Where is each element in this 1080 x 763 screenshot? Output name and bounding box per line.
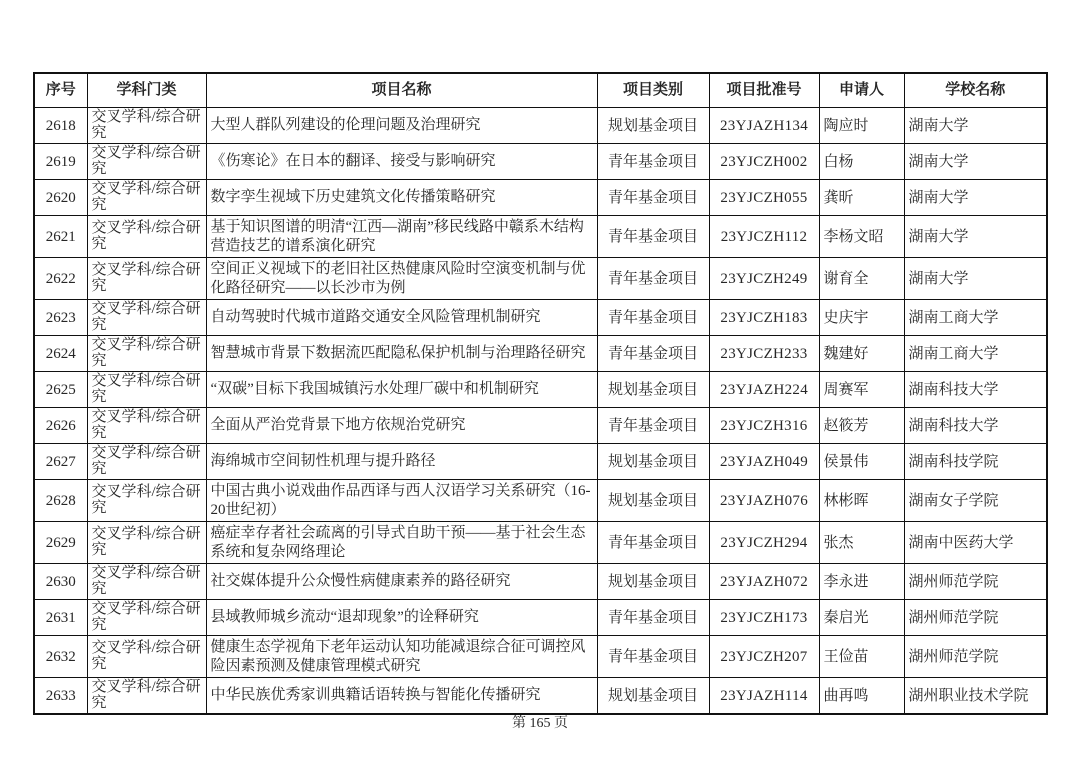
cell-applicant: 曲再鸣 [819,678,904,715]
cell-applicant: 赵筱芳 [819,408,904,444]
column-header-title: 项目名称 [206,73,597,108]
cell-title: 数字孪生视域下历史建筑文化传播策略研究 [206,180,597,216]
cell-discipline: 交叉学科/综合研究 [87,678,206,715]
cell-applicant: 张杰 [819,522,904,564]
cell-school: 湖南科技学院 [904,444,1047,480]
cell-applicant: 李杨文昭 [819,216,904,258]
cell-applicant: 龚昕 [819,180,904,216]
cell-discipline: 交叉学科/综合研究 [87,300,206,336]
cell-category: 规划基金项目 [597,678,709,715]
projects-table-container [33,72,1046,715]
table-row [34,480,1047,522]
cell-school: 湖州职业技术学院 [904,678,1047,715]
cell-no: 2626 [34,408,87,444]
cell-category: 青年基金项目 [597,408,709,444]
cell-discipline: 交叉学科/综合研究 [87,144,206,180]
cell-title: 《伤寒论》在日本的翻译、接受与影响研究 [206,144,597,180]
cell-no: 2619 [34,144,87,180]
cell-discipline: 交叉学科/综合研究 [87,180,206,216]
cell-no: 2621 [34,216,87,258]
cell-discipline: 交叉学科/综合研究 [87,258,206,300]
cell-school: 湖南大学 [904,144,1047,180]
cell-grant_no: 23YJAZH049 [709,444,819,480]
cell-school: 湖南中医药大学 [904,522,1047,564]
column-header-grant_no: 项目批准号 [709,73,819,108]
cell-applicant: 魏建好 [819,336,904,372]
table-header-row [34,73,1047,108]
table-row [34,600,1047,636]
cell-no: 2622 [34,258,87,300]
cell-grant_no: 23YJAZH072 [709,564,819,600]
cell-title: “双碳”目标下我国城镇污水处理厂碳中和机制研究 [206,372,597,408]
cell-discipline: 交叉学科/综合研究 [87,108,206,144]
cell-grant_no: 23YJAZH114 [709,678,819,715]
cell-title: 基于知识图谱的明清“江西—湖南”移民线路中赣系木结构营造技艺的谱系演化研究 [206,216,597,258]
cell-title: 大型人群队列建设的伦理问题及治理研究 [206,108,597,144]
table-row [34,408,1047,444]
cell-no: 2625 [34,372,87,408]
cell-no: 2629 [34,522,87,564]
projects-table [33,72,1048,715]
table-row [34,108,1047,144]
column-header-discipline: 学科门类 [87,73,206,108]
cell-category: 青年基金项目 [597,258,709,300]
table-row [34,564,1047,600]
cell-applicant: 王俭苗 [819,636,904,678]
cell-title: 癌症幸存者社会疏离的引导式自助干预——基于社会生态系统和复杂网络理论 [206,522,597,564]
cell-title: 健康生态学视角下老年运动认知功能减退综合征可调控风险因素预测及健康管理模式研究 [206,636,597,678]
cell-discipline: 交叉学科/综合研究 [87,216,206,258]
cell-school: 湖南女子学院 [904,480,1047,522]
cell-no: 2624 [34,336,87,372]
cell-discipline: 交叉学科/综合研究 [87,372,206,408]
cell-school: 湖南科技大学 [904,372,1047,408]
cell-grant_no: 23YJCZH207 [709,636,819,678]
cell-category: 青年基金项目 [597,180,709,216]
cell-title: 县域教师城乡流动“退却现象”的诠释研究 [206,600,597,636]
table-row [34,444,1047,480]
cell-category: 青年基金项目 [597,636,709,678]
cell-title: 社交媒体提升公众慢性病健康素养的路径研究 [206,564,597,600]
cell-category: 青年基金项目 [597,216,709,258]
cell-grant_no: 23YJCZH294 [709,522,819,564]
table-row [34,144,1047,180]
cell-no: 2618 [34,108,87,144]
cell-grant_no: 23YJCZH249 [709,258,819,300]
cell-title: 自动驾驶时代城市道路交通安全风险管理机制研究 [206,300,597,336]
table-row [34,336,1047,372]
cell-category: 青年基金项目 [597,522,709,564]
cell-title: 空间正义视域下的老旧社区热健康风险时空演变机制与优化路径研究——以长沙市为例 [206,258,597,300]
cell-grant_no: 23YJAZH224 [709,372,819,408]
cell-category: 青年基金项目 [597,300,709,336]
cell-school: 湖南大学 [904,180,1047,216]
column-header-category: 项目类别 [597,73,709,108]
cell-category: 规划基金项目 [597,480,709,522]
table-row [34,258,1047,300]
cell-applicant: 李永进 [819,564,904,600]
cell-discipline: 交叉学科/综合研究 [87,480,206,522]
column-header-school: 学校名称 [904,73,1047,108]
cell-school: 湖南大学 [904,216,1047,258]
table-row [34,180,1047,216]
cell-category: 规划基金项目 [597,372,709,408]
cell-discipline: 交叉学科/综合研究 [87,636,206,678]
cell-applicant: 侯景伟 [819,444,904,480]
cell-category: 青年基金项目 [597,144,709,180]
cell-no: 2632 [34,636,87,678]
cell-school: 湖南大学 [904,108,1047,144]
cell-category: 青年基金项目 [597,600,709,636]
cell-title: 中国古典小说戏曲作品西译与西人汉语学习关系研究（16-20世纪初） [206,480,597,522]
cell-grant_no: 23YJAZH076 [709,480,819,522]
cell-grant_no: 23YJCZH183 [709,300,819,336]
cell-grant_no: 23YJCZH002 [709,144,819,180]
cell-school: 湖州师范学院 [904,600,1047,636]
cell-school: 湖南工商大学 [904,300,1047,336]
cell-no: 2628 [34,480,87,522]
cell-no: 2630 [34,564,87,600]
table-row [34,522,1047,564]
page-number: 第 165 页 [512,716,568,731]
cell-applicant: 周赛军 [819,372,904,408]
cell-grant_no: 23YJCZH112 [709,216,819,258]
table-row [34,678,1047,715]
cell-category: 青年基金项目 [597,336,709,372]
cell-no: 2620 [34,180,87,216]
cell-discipline: 交叉学科/综合研究 [87,336,206,372]
table-row [34,216,1047,258]
cell-grant_no: 23YJCZH233 [709,336,819,372]
cell-no: 2623 [34,300,87,336]
table-row [34,372,1047,408]
cell-discipline: 交叉学科/综合研究 [87,444,206,480]
cell-no: 2627 [34,444,87,480]
cell-title: 全面从严治党背景下地方依规治党研究 [206,408,597,444]
cell-title: 中华民族优秀家训典籍话语转换与智能化传播研究 [206,678,597,715]
cell-school: 湖州师范学院 [904,636,1047,678]
cell-discipline: 交叉学科/综合研究 [87,408,206,444]
cell-grant_no: 23YJAZH134 [709,108,819,144]
cell-title: 智慧城市背景下数据流匹配隐私保护机制与治理路径研究 [206,336,597,372]
cell-grant_no: 23YJCZH316 [709,408,819,444]
cell-no: 2633 [34,678,87,715]
cell-applicant: 林彬晖 [819,480,904,522]
column-header-no: 序号 [34,73,87,108]
cell-applicant: 陶应时 [819,108,904,144]
cell-discipline: 交叉学科/综合研究 [87,522,206,564]
cell-school: 湖州师范学院 [904,564,1047,600]
column-header-applicant: 申请人 [819,73,904,108]
cell-applicant: 谢育全 [819,258,904,300]
cell-applicant: 白杨 [819,144,904,180]
cell-discipline: 交叉学科/综合研究 [87,600,206,636]
table-row [34,636,1047,678]
cell-applicant: 秦启光 [819,600,904,636]
cell-category: 规划基金项目 [597,564,709,600]
table-row [34,300,1047,336]
cell-no: 2631 [34,600,87,636]
cell-grant_no: 23YJCZH055 [709,180,819,216]
cell-school: 湖南大学 [904,258,1047,300]
cell-school: 湖南科技大学 [904,408,1047,444]
cell-grant_no: 23YJCZH173 [709,600,819,636]
cell-title: 海绵城市空间韧性机理与提升路径 [206,444,597,480]
cell-discipline: 交叉学科/综合研究 [87,564,206,600]
cell-school: 湖南工商大学 [904,336,1047,372]
cell-category: 规划基金项目 [597,108,709,144]
cell-category: 规划基金项目 [597,444,709,480]
cell-applicant: 史庆宇 [819,300,904,336]
